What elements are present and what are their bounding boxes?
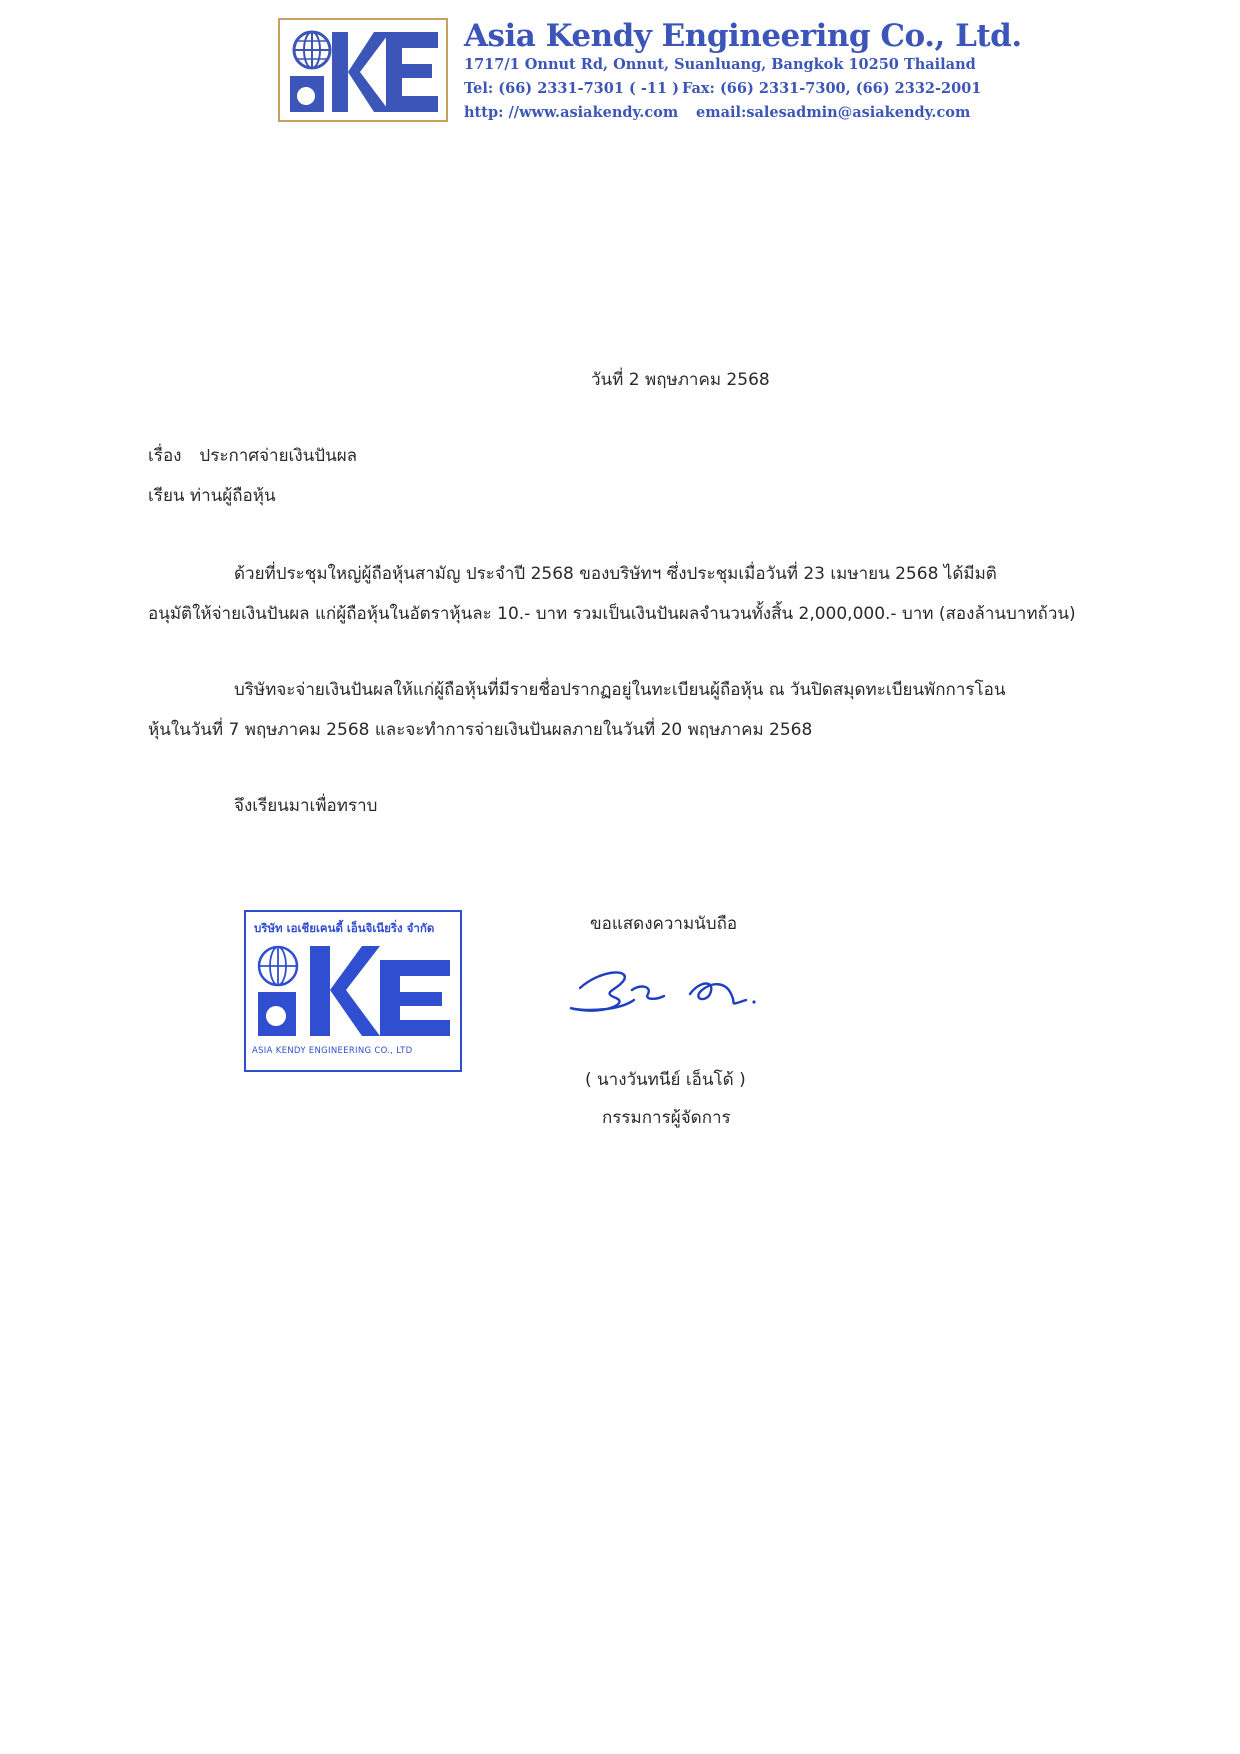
stamp-thai-name: บริษัท เอเชียเคนดี้ เอ็นจิเนียริ่ง จำกัด	[254, 921, 435, 935]
website-link[interactable]: http: //www.asiakendy.com	[464, 104, 679, 121]
subject-text: ประกาศจ่ายเงินปันผล	[199, 446, 358, 466]
letter-recipient: เรียน ท่านผู้ถือหุ้น	[148, 486, 276, 506]
closing-line: จึงเรียนมาเพื่อทราบ	[234, 796, 378, 816]
paragraph-1-line-1: ด้วยที่ประชุมใหญ่ผู้ถือหุ้นสามัญ ประจำปี 2568 ของบริษัทฯ ซึ่งประชุมเมื่อวันที่ 23 เมษายน 2568 ได้มีมติ	[234, 564, 997, 584]
company-address: 1717/1 Onnut Rd, Onnut, Suanluang, Bangkok 10250 Thailand	[464, 56, 976, 73]
paragraph-2-line-1: บริษัทจะจ่ายเงินปันผลให้แก่ผู้ถือหุ้นที่มีรายชื่อปรากฏอยู่ในทะเบียนผู้ถือหุ้น ณ วันปิดสมุดทะเบียนพักการโอน	[234, 680, 1006, 700]
paragraph-2-line-2: หุ้นในวันที่ 7 พฤษภาคม 2568 และจะทำการจ่ายเงินปันผลภายในวันที่ 20 พฤษภาคม 2568	[148, 720, 813, 740]
company-logo	[278, 18, 448, 122]
handwritten-signature	[560, 950, 780, 1024]
signature-icon	[560, 950, 780, 1020]
regards-line: ขอแสดงความนับถือ	[590, 914, 738, 934]
globe-ake-logo-icon	[286, 26, 440, 114]
stamp-logo-icon	[254, 940, 454, 1040]
letter-date: วันที่ 2 พฤษภาคม 2568	[591, 370, 770, 390]
letter-subject	[148, 442, 357, 469]
email-link[interactable]: email:salesadmin@asiakendy.com	[696, 104, 971, 121]
signer-name: ( นางวันทนีย์ เอ็นโด้ )	[585, 1070, 746, 1090]
contact-web-email	[464, 104, 971, 121]
company-name: Asia Kendy Engineering Co., Ltd.	[464, 18, 1022, 54]
telephone: Tel: (66) 2331-7301 ( -11 )	[464, 80, 680, 97]
contact-phone-fax	[464, 80, 982, 97]
stamp-english-name: ASIA KENDY ENGINEERING CO., LTD	[252, 1046, 413, 1056]
subject-label: เรื่อง	[148, 446, 182, 466]
fax: Fax: (66) 2331-7300, (66) 2332-2001	[682, 80, 982, 97]
signer-title: กรรมการผู้จัดการ	[602, 1108, 731, 1128]
company-stamp	[244, 910, 462, 1072]
letterhead	[278, 18, 1022, 128]
paragraph-1-line-2: อนุมัติให้จ่ายเงินปันผล แก่ผู้ถือหุ้นในอัตราหุ้นละ 10.- บาท รวมเป็นเงินปันผลจำนวนทั้งสิ้น 2,000,000.- บาท (สองล้านบาทถ้วน)	[148, 604, 1076, 624]
